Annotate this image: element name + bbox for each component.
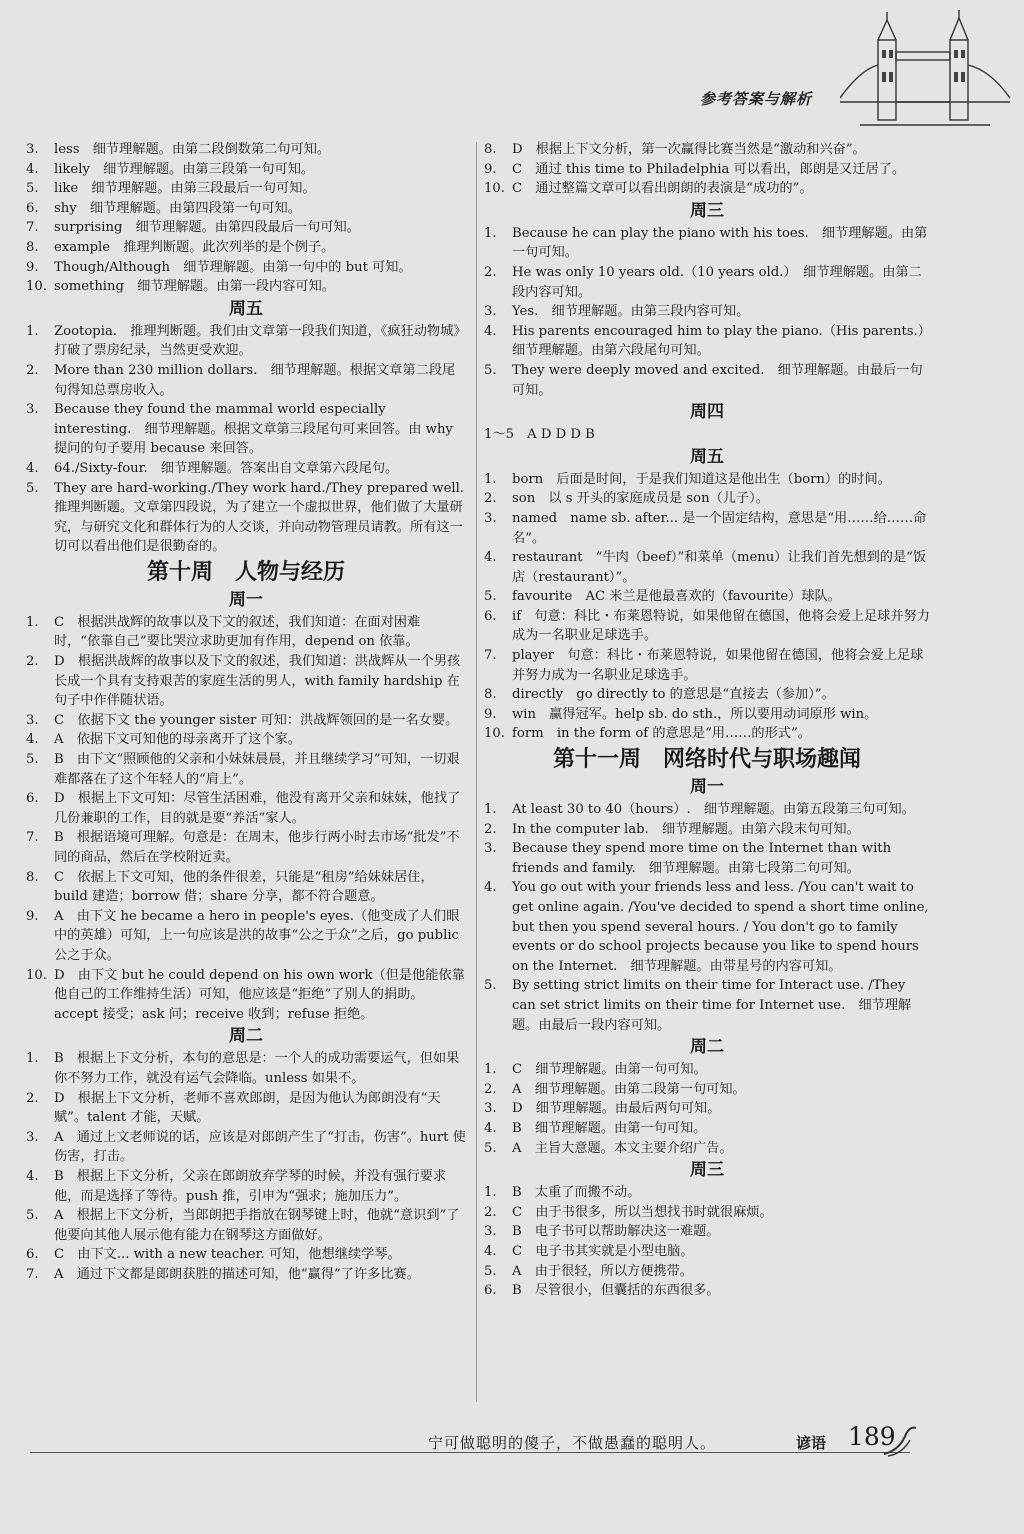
answer-item [484, 179, 930, 199]
answer-item [484, 839, 930, 878]
answer-line: 1～5 A D D D B [484, 427, 595, 443]
item-text: C 电子书其实就是小型电脑。 [512, 1243, 694, 1259]
item-text: B 尽管很小，但囊括的东西很多。 [512, 1283, 720, 1299]
item-text: son 以 s 开头的家庭成员是 son（儿子）。 [512, 491, 769, 507]
answer-item [26, 160, 466, 180]
answer-item [484, 646, 930, 685]
answer-item [26, 711, 466, 731]
answer-item [26, 238, 466, 258]
item-number: 7. [26, 220, 39, 236]
answer-item [484, 361, 930, 400]
answer-item [484, 705, 930, 725]
footer-label: 谚语 [796, 1434, 827, 1452]
item-text: D 细节理解题。由最后两句可知。 [512, 1101, 721, 1117]
item-text: A 主旨大意题。本文主要介绍广告。 [512, 1140, 733, 1156]
answer-item [26, 1167, 466, 1206]
item-number: 4. [484, 323, 497, 339]
item-number: 6. [484, 1283, 497, 1299]
item-number: 10. [26, 967, 47, 983]
item-text: By setting strict limits on their time for Interact use. /They can set strict limits on their time for Internet use. 细节理解题。由最后一段内容可知。 [512, 978, 912, 1033]
item-number: 4. [484, 1243, 497, 1259]
item-number: 9. [26, 908, 39, 924]
answer-item [484, 878, 930, 976]
item-text: His parents encouraged him to play the piano.（His parents.） 细节理解题。由第六段尾句可知。 [512, 323, 938, 359]
item-number: 9. [484, 161, 497, 177]
item-text: D 由下文 but he could depend on his own work（但是他能依靠他自己的工作维持生活）可知，他应该是“拒绝”了别人的捐助。accept 接受；ask 问；receive 收到；refuse 拒绝。 [54, 967, 465, 1022]
item-number: 3. [484, 304, 497, 320]
item-number: 6. [26, 1247, 39, 1263]
item-text: C 依据下文 the younger sister 可知：洪战辉领回的是一名女婴。 [54, 712, 459, 728]
item-text: win 赢得冠军。help sb. do sth.，所以要用动词原形 win。 [512, 706, 878, 722]
item-text: Because they spend more time on the Internet than with friends and family. 细节理解题。由第七段第二句可知。 [512, 841, 892, 876]
item-number: 1. [484, 1185, 497, 1201]
answer-item [484, 1203, 930, 1223]
item-number: 9. [484, 706, 497, 722]
column-divider [476, 142, 477, 1402]
item-text: D 根据上下文分析，老师不喜欢郎朗，是因为他认为郎朗没有“天赋”。talent 才能，天赋。 [54, 1090, 441, 1126]
item-text: named name sb. after... 是一个固定结构，意思是“用……给……命名”。 [512, 510, 927, 546]
item-text: At least 30 to 40（hours）. 细节理解题。由第五段第三句可知。 [512, 802, 915, 818]
item-number: 2. [26, 654, 39, 670]
section-heading: 周一 [690, 777, 724, 798]
item-text: something 细节理解题。由第一段内容可知。 [54, 279, 335, 295]
item-number: 2. [484, 1204, 497, 1220]
answer-item [26, 1206, 466, 1245]
item-text: A 细节理解题。由第二段第一句可知。 [512, 1081, 746, 1097]
item-text: surprising 细节理解题。由第四段最后一句可知。 [54, 220, 360, 236]
item-number: 7. [26, 1266, 39, 1282]
item-text: player 句意：科比・布莱恩特说，如果他留在德国，他将会爱上足球并努力成为一名职业足球选手。 [512, 648, 924, 683]
answer-item [484, 489, 930, 509]
item-text: C 由于书很多，所以当想找书时就很麻烦。 [512, 1204, 773, 1220]
item-text: B 细节理解题。由第一句可知。 [512, 1120, 707, 1136]
item-number: 3. [484, 510, 497, 526]
item-text: Zootopia. 推理判断题。我们由文章第一段我们知道，《疯狂动物城》打破了票房纪录，当然更受欢迎。 [54, 323, 460, 359]
item-number: 8. [484, 142, 497, 157]
item-number: 2. [26, 362, 39, 378]
answer-item [26, 828, 466, 867]
item-text: A 通过下文都是郎朗获胜的描述可知，他“赢得”了许多比赛。 [54, 1266, 420, 1282]
item-number: 2. [484, 1081, 497, 1097]
answer-item [26, 400, 466, 459]
item-number: 3. [26, 1129, 39, 1145]
answer-item [484, 509, 930, 548]
item-text: They are hard-working./They work hard./They prepared well. 推理判断题。文章第四段说，为了建立一个虚拟世界，他们做了大量研究，与研究文化和群体行为的人交谈，并向动物管理员请教。所有这一切可以看出他们是很勤奋的。 [54, 480, 478, 555]
unit-heading: 第十一周 网络时代与职场趣闻 [552, 747, 861, 773]
item-text: 64./Sixty-four. 细节理解题。答案出自文章第六段尾句。 [54, 460, 399, 476]
header-title: 参考答案与解析 [700, 90, 813, 108]
item-number: 10. [26, 279, 47, 295]
item-text: A 根据上下文分析，当郎朗把手指放在钢琴键上时，他就“意识到”了他要向其他人展示他有能力在钢琴这方面做好。 [54, 1208, 460, 1243]
answer-item [26, 199, 466, 219]
answer-item [26, 730, 466, 750]
item-text: Because they found the mammal world especially interesting. 细节理解题。根据文章第三段尾句可来回答。由 why 提问的句子要用 because 来回答。 [54, 402, 453, 457]
answer-item [26, 361, 466, 400]
item-text: C 根据洪战辉的故事以及下文的叙述，我们知道：在面对困难时，“依靠自己”要比哭泣求助更加有作用，depend on 依靠。 [54, 614, 421, 650]
answer-item [484, 587, 930, 607]
item-number: 5. [484, 978, 497, 994]
answer-item [484, 1281, 930, 1301]
item-text: You go out with your friends less and less. /You can't wait to get online again. /You've decided to spend a short time online, but then you spend several hours. / You don't go to family events or do school projects because you like to spend hours on the Internet. 细节理解题。由带星号的内容可知。 [512, 880, 929, 974]
item-text: restaurant “牛肉（beef）”和菜单（menu）让我们首先想到的是“饭店（restaurant）”。 [512, 550, 927, 585]
item-number: 6. [26, 791, 39, 807]
item-text: B 根据语境可理解。句意是：在周末，他步行两小时去市场“批发”不同的商品，然后在学校附近卖。 [54, 830, 460, 865]
item-number: 5. [26, 480, 39, 496]
item-text: Though/Although 细节理解题。由第一句中的 but 可知。 [54, 259, 412, 275]
tower-bridge-illustration [840, 10, 1010, 130]
item-text: C 通过整篇文章可以看出朗朗的表演是“成功的”。 [512, 181, 813, 197]
unit-heading: 第十周 人物与经历 [146, 559, 345, 585]
item-text: In the computer lab. 细节理解题。由第六段末句可知。 [512, 821, 860, 837]
answer-item [26, 322, 466, 361]
item-number: 8. [26, 239, 39, 255]
section-heading: 周二 [690, 1037, 724, 1058]
item-text: Yes. 细节理解题。由第三段内容可知。 [512, 304, 750, 320]
answer-item [26, 1049, 466, 1088]
answer-item [484, 800, 930, 820]
item-text: A 由于很轻，所以方便携带。 [512, 1263, 693, 1279]
answer-item [26, 750, 466, 789]
answer-item [484, 1060, 930, 1080]
item-text: A 通过上文老师说的话，应该是对郎朗产生了“打击，伤害”。hurt 使伤害，打击。 [54, 1129, 466, 1165]
answer-item [484, 1080, 930, 1100]
item-number: 5. [484, 362, 497, 378]
answer-item [26, 479, 478, 557]
section-heading: 周三 [690, 200, 724, 221]
answer-item [484, 160, 930, 180]
item-number: 7. [484, 648, 497, 664]
answer-item [484, 1242, 930, 1262]
item-text: B 根据上下文分析，本句的意思是：一个人的成功需要运气，但如果你不努力工作，就没有运气会降临。unless 如果不。 [54, 1051, 460, 1086]
left-column [26, 140, 478, 1284]
answer-item [26, 907, 466, 966]
answer-item [484, 1099, 930, 1119]
answer-item [484, 1139, 930, 1159]
item-text: A 由下文 he became a hero in people's eyes.（他变成了人们眼中的英雄）可知，上一句应该是洪的故事“公之于众”之后，go public 公之于众。 [54, 908, 460, 963]
item-text: D 根据洪战辉的故事以及下文的叙述，我们知道：洪战辉从一个男孩长成一个具有支持艰苦的家庭生活的男人，with family hardship 在句子中作伴随状语。 [54, 654, 461, 709]
answer-item [26, 140, 466, 160]
item-text: born 后面是时间，于是我们知道这是他出生（born）的时间。 [512, 471, 891, 487]
item-number: 1. [484, 802, 497, 818]
section-heading: 周三 [690, 1160, 724, 1181]
item-number: 4. [484, 880, 497, 896]
page-header [0, 0, 1024, 140]
right-column [484, 140, 938, 1301]
item-number: 8. [26, 869, 39, 885]
section-heading: 周一 [229, 589, 263, 610]
answer-item [484, 1183, 930, 1203]
answer-item [484, 1262, 930, 1282]
item-text: if 句意：科比・布莱恩特说，如果他留在德国，他将会爱上足球并努力成为一名职业足球选手。 [512, 608, 930, 644]
answer-item [26, 613, 466, 652]
item-text: form in the form of 的意思是“用……的形式”。 [512, 726, 811, 742]
item-number: 4. [26, 161, 39, 177]
answer-item [26, 218, 466, 238]
item-text: directly go directly to 的意思是“直接去（参加）”。 [512, 687, 835, 703]
item-number: 10. [484, 181, 505, 197]
item-text: favourite AC 米兰是他最喜欢的（favourite）球队。 [512, 589, 841, 605]
item-text: C 细节理解题。由第一句可知。 [512, 1062, 707, 1078]
item-text: B 电子书可以帮助解决这一难题。 [512, 1224, 720, 1240]
item-number: 4. [26, 1168, 39, 1184]
item-text: More than 230 million dollars. 细节理解题。根据文章第二段尾句得知总票房收入。 [54, 362, 456, 398]
section-heading: 周五 [229, 298, 263, 319]
answer-item [484, 548, 930, 587]
footer-proverb: 宁可做聪明的傻子，不做愚蠢的聪明人。 [428, 1434, 717, 1452]
answer-item [26, 789, 466, 828]
answer-item [484, 1222, 930, 1242]
page-number: 189 [848, 1422, 896, 1451]
answer-item [26, 1128, 466, 1167]
answer-item [484, 224, 930, 263]
item-text: C 依据上下文可知，他的条件很差，只能是“租房”给妹妹居住，build 建造；borrow 借；share 分享，都不符合题意。 [54, 869, 434, 905]
item-text: C 由下文... with a new teacher. 可知，他想继续学琴。 [54, 1247, 401, 1263]
item-text: B 由下文“照顾他的父亲和小妹妹晨晨，并且继续学习”可知，一切艰难都落在了这个年轻人的“肩上”。 [54, 752, 460, 787]
item-number: 3. [26, 142, 39, 157]
answer-item [484, 820, 930, 840]
item-number: 6. [484, 608, 497, 624]
answer-item [26, 966, 466, 1025]
answer-item [484, 322, 938, 361]
answer-item [26, 258, 466, 278]
item-number: 2. [26, 1090, 39, 1106]
item-number: 5. [26, 752, 39, 768]
answer-item [26, 652, 466, 711]
item-number: 5. [484, 589, 497, 605]
item-number: 9. [26, 259, 39, 275]
item-text: likely 细节理解题。由第三段第一句可知。 [54, 161, 315, 177]
item-text: B 根据上下文分析，父亲在郎朗放弃学琴的时候，并没有强行要求他，而是选择了等待。push 推，引申为“强求；施加压力”。 [54, 1168, 447, 1204]
item-number: 2. [484, 821, 497, 837]
swirl-ornament-icon [880, 1420, 920, 1460]
item-number: 1. [484, 471, 497, 487]
item-number: 10. [484, 726, 505, 742]
item-number: 1. [26, 614, 39, 630]
section-heading: 周四 [690, 402, 724, 423]
item-number: 7. [26, 830, 39, 846]
section-heading: 周二 [229, 1026, 263, 1047]
item-number: 3. [26, 402, 39, 418]
item-number: 4. [26, 732, 39, 748]
item-number: 8. [484, 687, 497, 703]
answer-item [484, 685, 930, 705]
item-number: 4. [26, 460, 39, 476]
item-number: 2. [484, 264, 497, 280]
item-number: 5. [484, 1140, 497, 1156]
item-text: A 依据下文可知他的母亲离开了这个家。 [54, 732, 301, 748]
item-number: 3. [484, 841, 497, 857]
answer-item [484, 976, 930, 1035]
item-number: 5. [484, 1263, 497, 1279]
answer-item [484, 470, 930, 490]
item-number: 1. [26, 323, 39, 339]
answer-item [26, 459, 466, 479]
item-number: 4. [484, 550, 497, 566]
item-text: less 细节理解题。由第二段倒数第二句可知。 [54, 142, 331, 157]
item-number: 1. [26, 1051, 39, 1067]
item-number: 1. [484, 1062, 497, 1078]
section-heading: 周五 [690, 446, 724, 467]
item-text: C 通过 this time to Philadelphia 可以看出，郎朗是又迁居了。 [512, 161, 906, 177]
answer-item [26, 179, 466, 199]
item-number: 2. [484, 491, 497, 507]
item-number: 5. [26, 181, 39, 197]
item-number: 5. [26, 1208, 39, 1224]
answer-item [26, 1245, 466, 1265]
item-number: 3. [26, 712, 39, 728]
item-text: B 太重了而搬不动。 [512, 1185, 641, 1201]
item-number: 1. [484, 225, 497, 241]
answer-item [26, 1089, 466, 1128]
item-text: D 根据上下文分析，第一次赢得比赛当然是“激动和兴奋”。 [512, 142, 866, 157]
answer-item [484, 140, 930, 160]
answer-item [484, 1119, 930, 1139]
answer-item [26, 1265, 466, 1285]
item-text: shy 细节理解题。由第四段第一句可知。 [54, 200, 301, 216]
item-text: They were deeply moved and excited. 细节理解题。由最后一句可知。 [512, 362, 923, 398]
answer-item [484, 263, 930, 302]
item-text: like 细节理解题。由第三段最后一句可知。 [54, 181, 316, 197]
answer-item [26, 868, 466, 907]
answer-item [484, 724, 930, 744]
item-number: 4. [484, 1120, 497, 1136]
answer-item [484, 607, 930, 646]
item-text: example 推理判断题。此次列举的是个例子。 [54, 239, 335, 255]
item-text: Because he can play the piano with his toes. 细节理解题。由第一句可知。 [512, 225, 928, 261]
item-number: 3. [484, 1101, 497, 1117]
answer-item [26, 277, 466, 297]
item-number: 3. [484, 1224, 497, 1240]
item-text: He was only 10 years old.（10 years old.） 细节理解题。由第二段内容可知。 [512, 264, 922, 300]
answer-item [484, 302, 930, 322]
item-number: 6. [26, 200, 39, 216]
item-text: D 根据上下文可知：尽管生活困难，他没有离开父亲和妹妹，他找了几份兼职的工作，目的就是要“养活”家人。 [54, 791, 461, 826]
